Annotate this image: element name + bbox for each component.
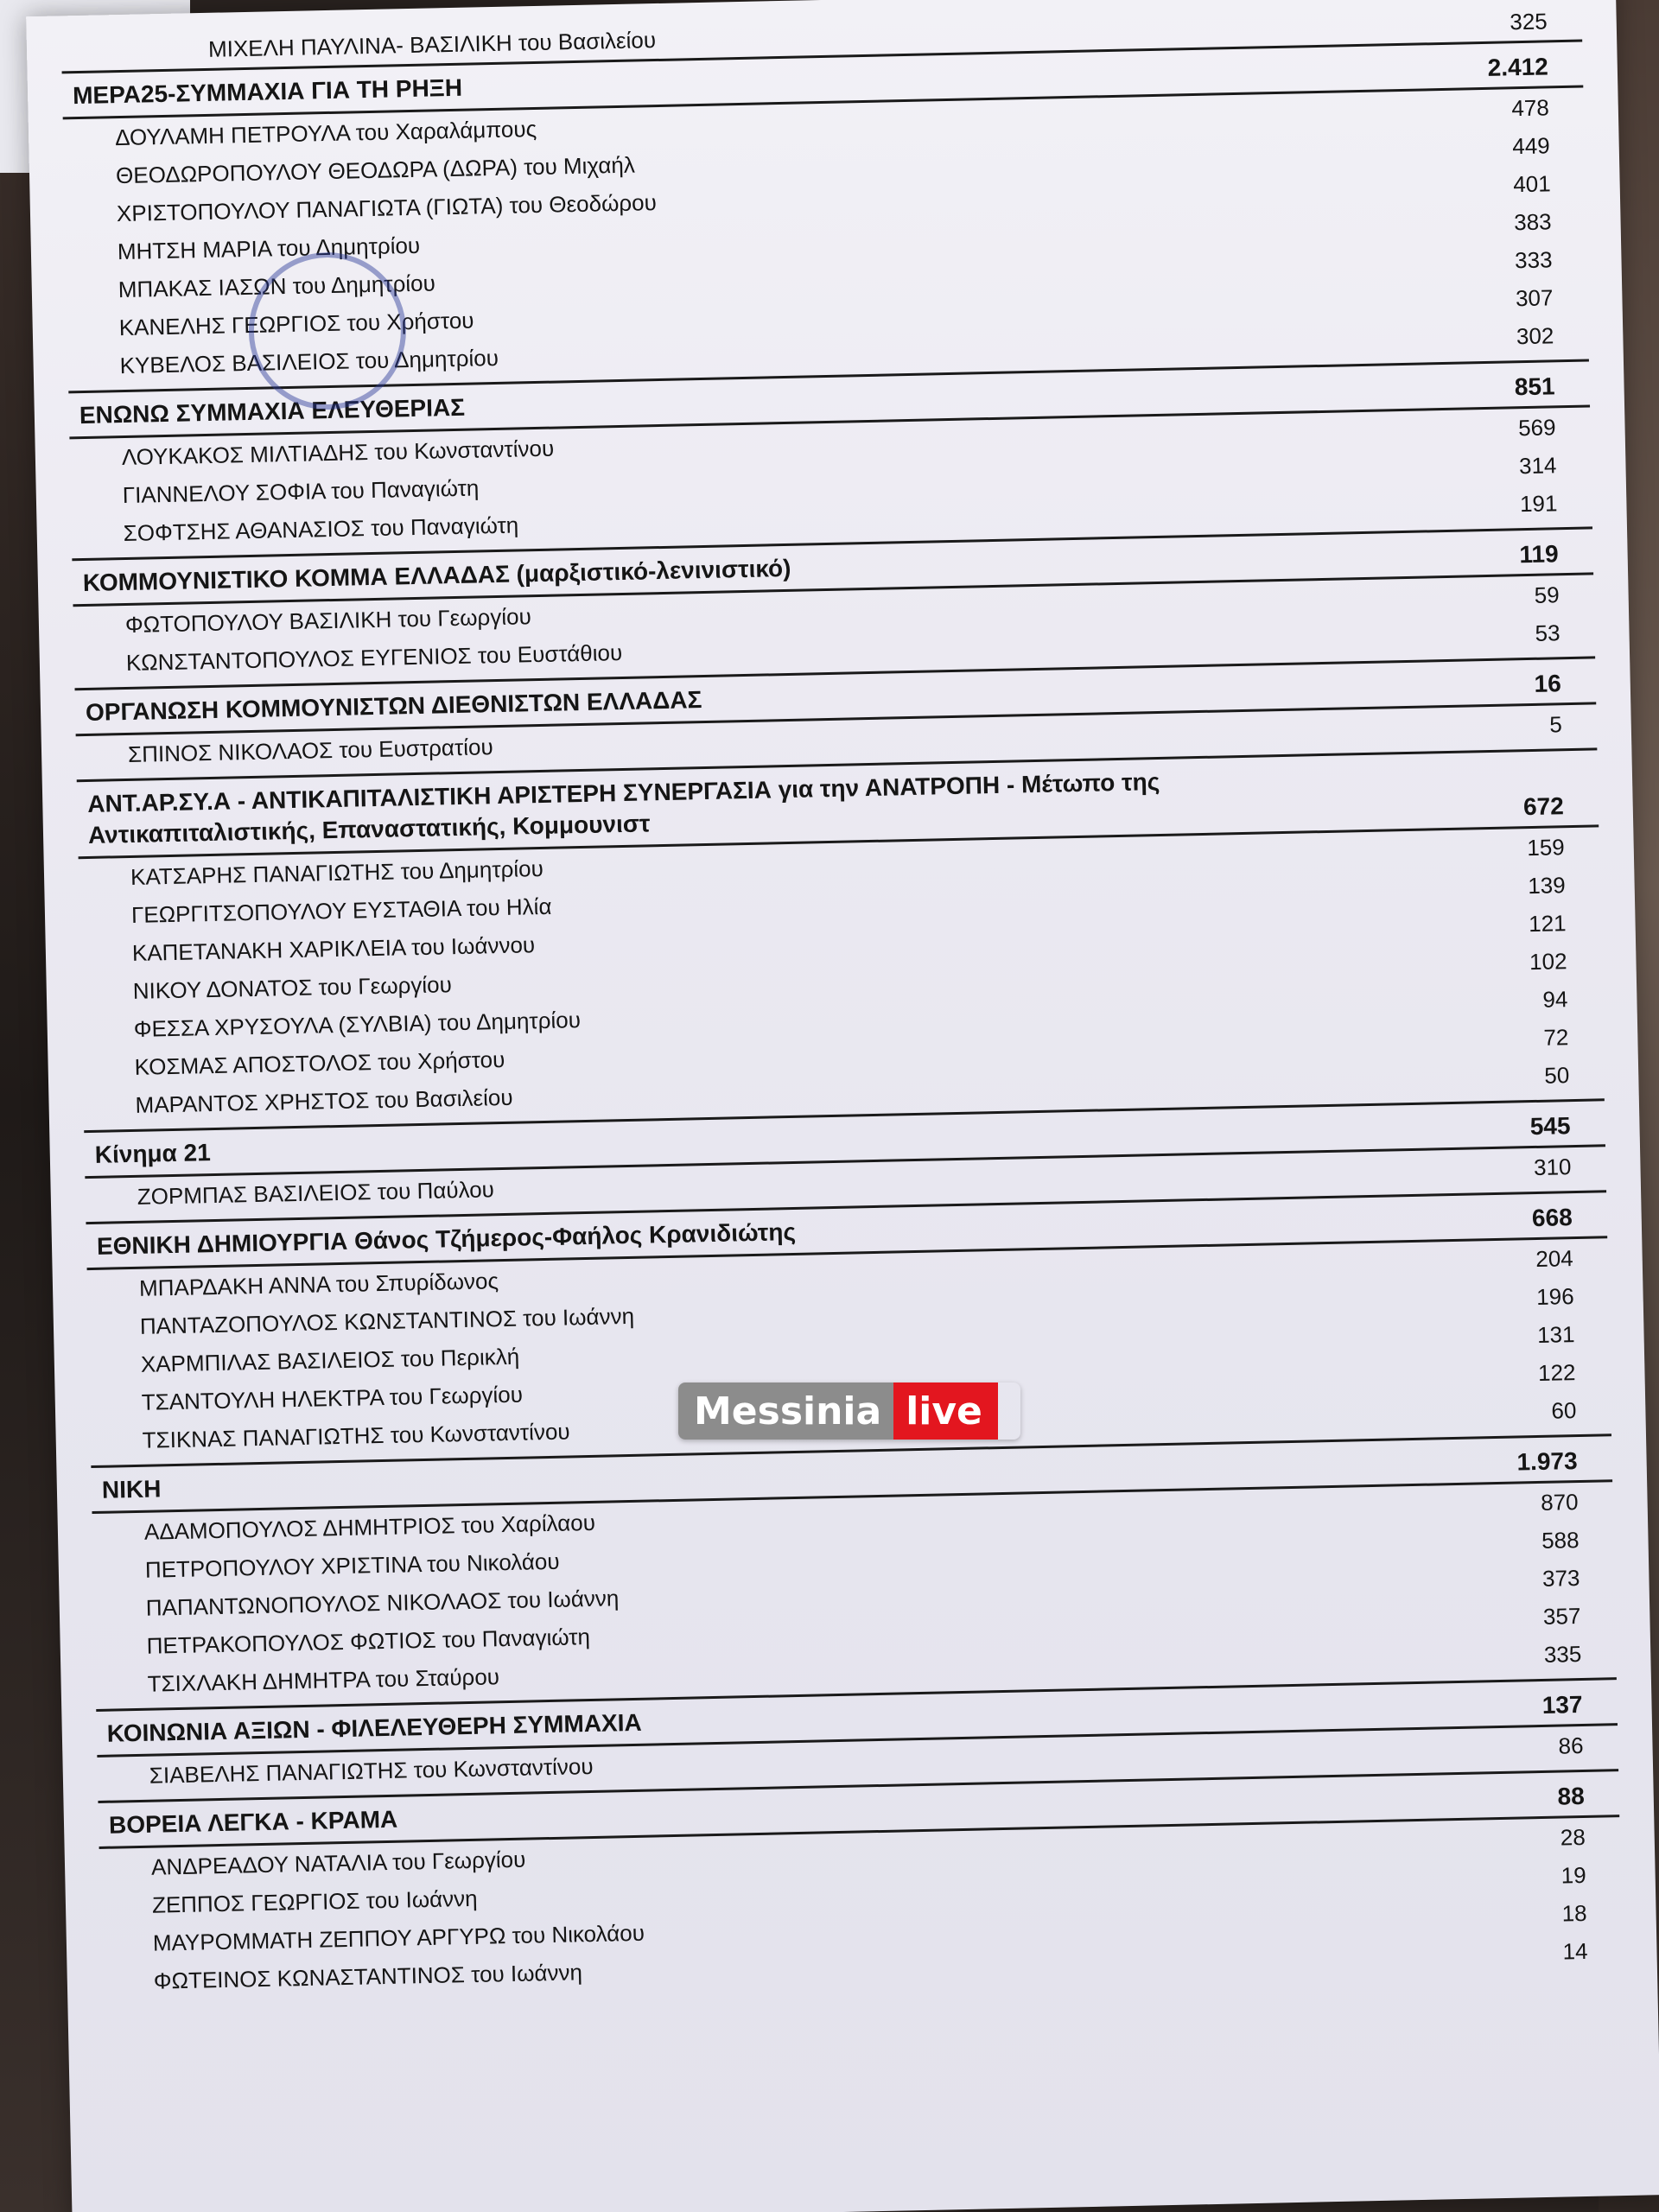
- candidate-votes: 50: [1544, 1062, 1570, 1089]
- candidate-votes: 333: [1514, 246, 1553, 274]
- candidate-votes: 478: [1511, 94, 1550, 122]
- candidate-votes: 449: [1512, 132, 1551, 160]
- party-name: Κίνημα 21: [94, 1139, 212, 1168]
- party-section: [91, 1433, 1616, 1704]
- candidate-votes: 59: [1534, 582, 1560, 608]
- party-name: ΚΟΜΜΟΥΝΙΣΤΙΚΟ ΚΟΜΜΑ ΕΛΛΑΔΑΣ (μαρξιστικό-λενινιστικό): [82, 554, 791, 597]
- candidate-votes: 569: [1517, 414, 1556, 442]
- candidate-name: ΘΕΟΔΩΡΟΠΟΥΛΟΥ ΘΕΟΔΩΡΑ (ΔΩΡΑ) του Μιχαήλ: [115, 151, 636, 189]
- candidate-votes: 94: [1542, 986, 1568, 1013]
- candidate-votes: 310: [1533, 1154, 1572, 1181]
- candidate-votes: 53: [1535, 620, 1560, 646]
- candidate-name: ΑΝΔΡΕΑΔΟΥ ΝΑΤΑΛΙΑ του Γεωργίου: [150, 1846, 526, 1880]
- candidate-votes: 14: [1562, 1937, 1588, 1965]
- candidate-votes: 307: [1515, 284, 1554, 312]
- candidate-name: ΜΙΧΕΛΗ ΠΑΥΛΙΝΑ- ΒΑΣΙΛΙΚΗ του Βασιλείου: [207, 27, 657, 62]
- party-total: 545: [1529, 1112, 1571, 1141]
- candidate-votes: 588: [1541, 1527, 1580, 1554]
- party-name: ΕΝΩΝΩ ΣΥΜΜΑΧΙΑ ΕΛΕΥΘΕΡΙΑΣ: [79, 393, 466, 429]
- candidate-votes: 191: [1519, 490, 1558, 518]
- candidate-votes: 314: [1518, 452, 1557, 480]
- party-name: ΟΡΓΑΝΩΣΗ ΚΟΜΜΟΥΝΙΣΤΩΝ ΔΙΕΘΝΙΣΤΩΝ ΕΛΛΑΔΑΣ: [85, 686, 702, 726]
- candidate-votes: 5: [1548, 711, 1563, 738]
- candidate-votes: 19: [1560, 1861, 1586, 1889]
- party-section: [68, 359, 1592, 553]
- candidate-name: ΚΑΝΕΛΗΣ ΓΕΩΡΓΙΟΣ του Χρήστου: [118, 307, 474, 341]
- party-total: 672: [1522, 792, 1565, 821]
- party-name: ΜΕΡΑ25-ΣΥΜΜΑΧΙΑ ΓΙΑ ΤΗ ΡΗΞΗ: [72, 73, 463, 110]
- candidate-votes: 28: [1560, 1823, 1586, 1851]
- candidate-name: ΚΑΤΣΑΡΗΣ ΠΑΝΑΓΙΩΤΗΣ του Δημητρίου: [130, 855, 544, 890]
- candidate-votes: 383: [1513, 208, 1552, 236]
- party-name: ΑΝΤ.ΑΡ.ΣΥ.Α - ΑΝΤΙΚΑΠΙΤΑΛΙΣΤΙΚΗ ΑΡΙΣΤΕΡΗ ΣΥΝΕΡΓΑΣΙΑ για την ΑΝΑΤΡΟΠΗ - Μέτωπο της Αντικαπιταλιστικής, Επαναστατικής, Κομμουνιστ: [86, 767, 1160, 849]
- watermark-text-messinia: Messinia: [678, 1382, 893, 1440]
- candidate-name: ΜΠΑΚΑΣ ΙΑΣΩΝ του Δημητρίου: [118, 270, 436, 303]
- candidate-votes: 357: [1542, 1602, 1581, 1630]
- candidate-votes: 325: [1510, 8, 1548, 35]
- candidate-name: ΣΙΑΒΕΛΗΣ ΠΑΝΑΓΙΩΤΗΣ του Κωνσταντίνου: [149, 1752, 594, 1789]
- party-total: 88: [1557, 1782, 1586, 1810]
- candidate-votes: 302: [1516, 322, 1554, 350]
- candidate-votes: 870: [1540, 1489, 1579, 1516]
- candidate-votes: 60: [1551, 1397, 1577, 1424]
- results-sheet: [61, 2, 1623, 2001]
- party-total: 16: [1534, 670, 1562, 697]
- candidate-name: ΧΡΙΣΤΟΠΟΥΛΟΥ ΠΑΝΑΓΙΩΤΑ (ΓΙΩΤΑ) του Θεοδώρου: [116, 189, 658, 227]
- candidate-name: ΜΗΤΣΗ ΜΑΡΙΑ του Δημητρίου: [117, 232, 421, 265]
- candidate-name: ΖΕΠΠΟΣ ΓΕΩΡΓΙΟΣ του Ιωάννη: [151, 1885, 478, 1918]
- candidate-name: ΜΑΡΑΝΤΟΣ ΧΡΗΣΤΟΣ του Βασιλείου: [135, 1084, 513, 1118]
- results-paper: [26, 0, 1659, 2212]
- candidate-name: ΑΔΑΜΟΠΟΥΛΟΣ ΔΗΜΗΤΡΙΟΣ του Χαρίλαου: [143, 1509, 596, 1545]
- candidate-votes: 204: [1535, 1245, 1573, 1272]
- candidate-votes: 373: [1541, 1565, 1580, 1592]
- candidate-name: ΚΥΒΕΛΟΣ ΒΑΣΙΛΕΙΟΣ του Δημητρίου: [119, 344, 499, 379]
- candidate-name: ΚΑΠΕΤΑΝΑΚΗ ΧΑΡΙΚΛΕΙΑ του Ιωάννου: [131, 931, 536, 966]
- candidate-votes: 196: [1535, 1283, 1574, 1310]
- party-total: 137: [1541, 1690, 1583, 1719]
- candidate-name: ΦΩΤΕΙΝΟΣ ΚΩΝΑΣΤΑΝΤΙΝΟΣ του Ιωάννη: [153, 1959, 583, 1994]
- candidate-name: ΤΣΙΧΛΑΚΗ ΔΗΜΗΤΡΑ του Σταύρου: [147, 1663, 500, 1697]
- candidate-name: ΣΠΙΝΟΣ ΝΙΚΟΛΑΟΣ του Ευστρατίου: [127, 734, 493, 767]
- candidate-name: ΝΙΚΟΥ ΔΟΝΑΤΟΣ του Γεωργίου: [132, 971, 453, 1004]
- candidate-name: ΣΟΦΤΣΗΣ ΑΘΑΝΑΣΙΟΣ του Παναγιώτη: [123, 512, 519, 547]
- messinia-live-watermark: [678, 1382, 1020, 1440]
- candidate-votes: 335: [1543, 1640, 1582, 1668]
- candidate-votes: 131: [1536, 1321, 1575, 1348]
- party-section: [77, 747, 1605, 1125]
- party-section: [72, 526, 1595, 683]
- candidate-name: ΜΑΥΡΟΜΜΑΤΗ ΖΕΠΠΟΥ ΑΡΓΥΡΩ του Νικολάου: [152, 1919, 645, 1956]
- candidate-votes: 86: [1558, 1732, 1584, 1759]
- candidate-name: ΓΙΑΝΝΕΛΟΥ ΣΟΦΙΑ του Παναγιώτη: [122, 474, 480, 509]
- party-name: ΝΙΚΗ: [101, 1475, 162, 1503]
- candidate-name: ΤΣΑΝΤΟΥΛΗ ΗΛΕΚΤΡΑ του Γεωργίου: [141, 1381, 524, 1415]
- candidate-name: ΠΑΠΑΝΤΩΝΟΠΟΥΛΟΣ ΝΙΚΟΛΑΟΣ του Ιωάννη: [145, 1585, 620, 1621]
- candidate-votes: 401: [1512, 170, 1551, 198]
- party-total: 2.412: [1487, 53, 1549, 81]
- candidate-name: ΛΟΥΚΑΚΟΣ ΜΙΛΤΙΑΔΗΣ του Κωνσταντίνου: [121, 435, 555, 471]
- candidate-votes: 121: [1528, 910, 1567, 938]
- party-name: ΒΟΡΕΙΑ ΛΕΓΚΑ - ΚΡΑΜΑ: [108, 1805, 398, 1839]
- party-section: [98, 1769, 1622, 2001]
- candidate-name: ΠΕΤΡΟΠΟΥΛΟΥ ΧΡΙΣΤΙΝΑ του Νικολάου: [144, 1548, 560, 1583]
- party-total: 668: [1531, 1204, 1573, 1232]
- candidate-name: ΚΟΣΜΑΣ ΑΠΟΣΤΟΛΟΣ του Χρήστου: [134, 1046, 505, 1080]
- party-total: 119: [1519, 540, 1559, 569]
- candidate-name: ΖΟΡΜΠΑΣ ΒΑΣΙΛΕΙΟΣ του Παύλου: [137, 1176, 495, 1210]
- candidate-name: ΦΕΣΣΑ ΧΡΥΣΟΥΛΑ (ΣΥΛΒΙΑ) του Δημητρίου: [133, 1007, 582, 1042]
- candidate-name: ΔΟΥΛΑΜΗ ΠΕΤΡΟΥΛΑ του Χαραλάμπους: [114, 115, 537, 151]
- candidate-votes: 72: [1543, 1024, 1569, 1051]
- candidate-name: ΦΩΤΟΠΟΥΛΟΥ ΒΑΣΙΛΙΚΗ του Γεωργίου: [124, 603, 532, 639]
- candidate-votes: 102: [1529, 948, 1567, 976]
- party-name: ΚΟΙΝΩΝΙΑ ΑΞΙΩΝ - ΦΙΛΕΛΕΥΘΕΡΗ ΣΥΜΜΑΧΙΑ: [106, 1708, 642, 1747]
- candidate-name: ΠΑΝΤΑΖΟΠΟΥΛΟΣ ΚΩΝΣΤΑΝΤΙΝΟΣ του Ιωάννη: [139, 1302, 635, 1339]
- candidate-name: ΠΕΤΡΑΚΟΠΟΥΛΟΣ ΦΩΤΙΟΣ του Παναγιώτη: [146, 1624, 591, 1659]
- candidate-votes: 18: [1561, 1899, 1587, 1927]
- party-name: ΕΘΝΙΚΗ ΔΗΜΙΟΥΡΓΙΑ Θάνος Τζήμερος-Φαήλος Κρανιδιώτης: [96, 1217, 797, 1260]
- candidate-name: ΚΩΝΣΤΑΝΤΟΠΟΥΛΟΣ ΕΥΓΕΝΙΟΣ του Ευστάθιου: [125, 639, 623, 677]
- candidate-votes: 122: [1537, 1359, 1576, 1386]
- candidate-name: ΧΑΡΜΠΙΛΑΣ ΒΑΣΙΛΕΙΟΣ του Περικλή: [140, 1343, 520, 1377]
- candidate-name: ΜΠΑΡΔΑΚΗ ΑΝΝΑ του Σπυρίδωνος: [138, 1268, 499, 1301]
- candidate-name: ΤΣΙΚΝΑΣ ΠΑΝΑΓΙΩΤΗΣ του Κωνσταντίνου: [142, 1418, 570, 1453]
- watermark-text-live: live: [893, 1382, 998, 1440]
- candidate-votes: 159: [1527, 834, 1566, 861]
- party-total: 851: [1514, 372, 1555, 401]
- party-section: [62, 40, 1589, 386]
- party-total: 1.973: [1516, 1447, 1578, 1476]
- candidate-name: ΓΕΩΡΓΙΤΣΟΠΟΥΛΟΥ ΕΥΣΤΑΘΙΑ του Ηλία: [130, 893, 552, 928]
- candidate-votes: 139: [1527, 872, 1566, 899]
